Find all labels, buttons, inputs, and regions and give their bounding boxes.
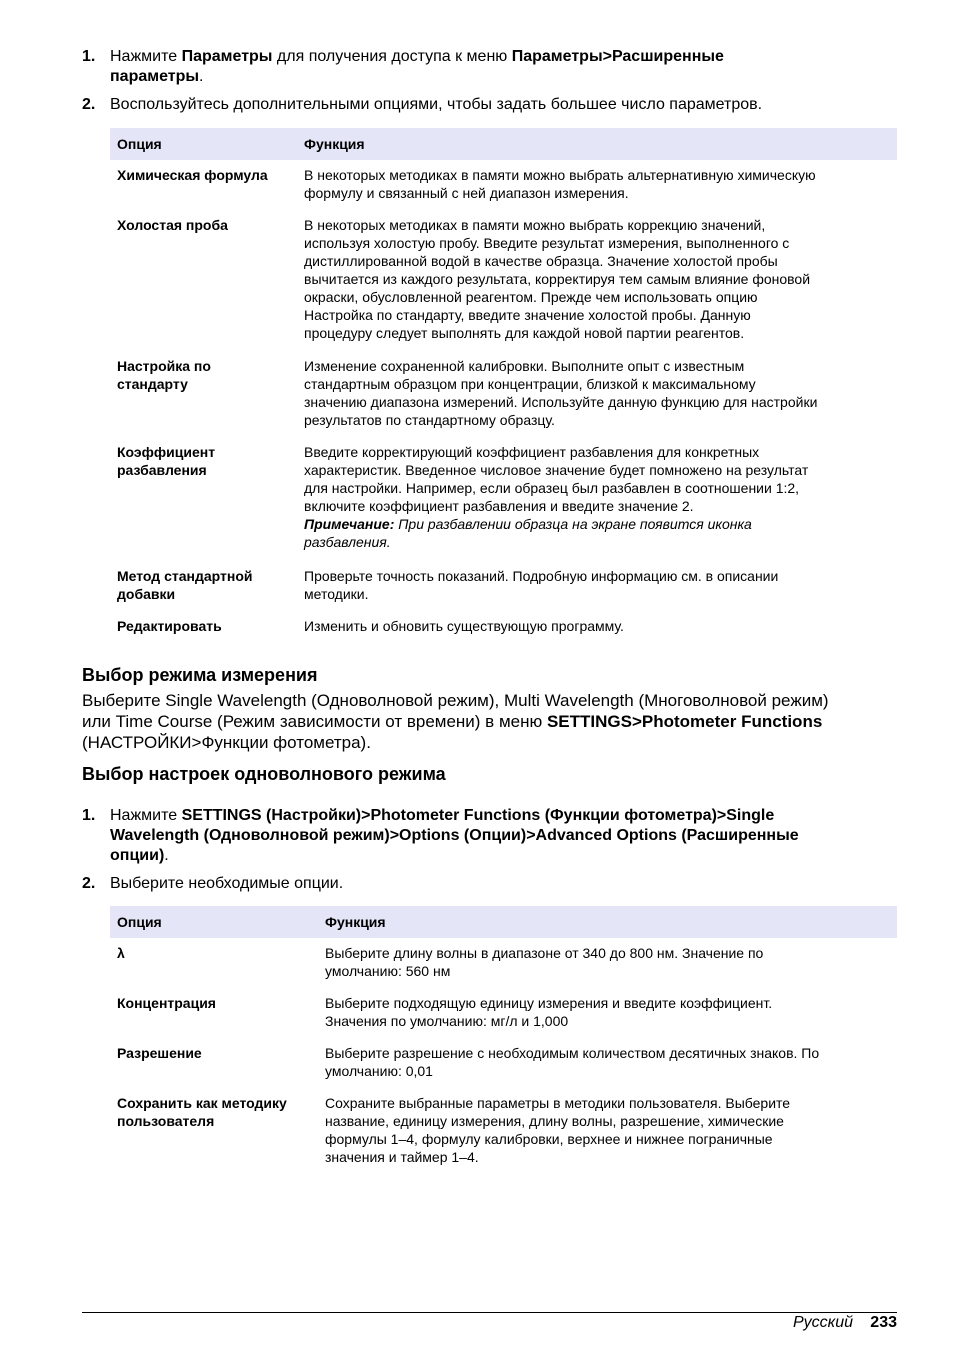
option-name: Коэффициент разбавления: [117, 444, 216, 478]
page-number: 233: [870, 1314, 897, 1331]
option-name: Химическая формула: [117, 167, 268, 183]
table-row: [110, 944, 897, 994]
table-header: [110, 906, 897, 938]
option-function: Проверьте точность показаний. Подробную информацию см. в описании методики.: [304, 568, 779, 602]
step-text: Нажмите SETTINGS (Настройки)>Photometer Functions (Функции фотометра)>Single Wavelength (Одноволновой режим)>Options (Опции)>Advanced Options (Расширенные опции).: [110, 807, 799, 864]
footer-language: Русский: [792, 1314, 853, 1331]
table-row: [110, 216, 897, 357]
step-number: 2.: [82, 96, 96, 113]
option-name: Метод стандартной добавки: [117, 568, 253, 602]
section-paragraph: Выберите Single Wavelength (Одноволновой режим), Multi Wavelength (Многоволновой режим) или Time Course (Режим зависимости от времени) в меню SETTINGS>Photometer Functions (НАСТРОЙКИ>Функции фотометра).: [82, 691, 829, 752]
option-name: Холостая проба: [117, 217, 228, 233]
header-function: Функция: [325, 914, 386, 930]
step-text: Нажмите Параметры для получения доступа к меню Параметры>Расширенные параметры.: [110, 48, 724, 85]
note-label: Примечание:: [304, 516, 395, 532]
step-text: Выберите необходимые опции.: [110, 875, 344, 892]
step-2: [82, 95, 897, 117]
table-row: [110, 443, 897, 567]
option-name: Разрешение: [117, 1045, 202, 1061]
option-function: Изменить и обновить существующую программу.: [304, 618, 624, 634]
option-function: Выберите разрешение с необходимым количеством десятичных знаков. По умолчанию: 0,01: [325, 1045, 820, 1079]
option-function: Введите корректирующий коэффициент разбавления для конкретных характеристик. Введенное числовое значение будет помножено на результат для настройки. Например, если образец был разбавлен в соотношении 1:2, включите коэффициент разбавления и введите значение 2. Примечание: При разбавлении образца на экране появится иконка разбавления.: [304, 444, 809, 550]
option-name: Сохранить как методику пользователя: [117, 1095, 287, 1129]
option-function: Выберите длину волны в диапазоне от 340 до 800 нм. Значение по умолчанию: 560 нм: [325, 945, 764, 979]
options-table-single-wavelength: [110, 906, 897, 1170]
table-row: [110, 567, 897, 617]
option-function: Выберите подходящую единицу измерения и введите коэффициент. Значения по умолчанию: мг/л и 1,000: [325, 995, 773, 1029]
step-2: [82, 874, 897, 896]
table-row: [110, 357, 897, 443]
option-function: В некоторых методиках в памяти можно выбрать альтернативную химическую формулу и связанный с ней диапазон измерения.: [304, 167, 816, 201]
table-header: [110, 128, 897, 160]
option-function: В некоторых методиках в памяти можно выбрать коррекцию значений, используя холостую пробу. Введите результат измерения, выполненного с дистиллированной водой в качестве образца. Значение холостой пробы вычитается из каждого результата, корректируя тем самым влияние фоновой окраски, обусловленной реагентом. Прежде чем использовать опцию Настройка по стандарту, введите значение холостой пробы. Данную процедуру следует выполнять для каждой новой партии реагентов.: [304, 217, 811, 341]
table-row: [110, 617, 897, 639]
table-row: [110, 994, 897, 1044]
option-function: Изменение сохраненной калибровки. Выполните опыт с известным стандартным образцом при концентрации, близкой к максимальному значению диапазона измерений. Используйте данную функцию для настройки результатов по стандартному образцу.: [304, 358, 818, 428]
option-name: Редактировать: [117, 618, 222, 634]
option-name: λ: [117, 945, 125, 961]
header-option: Опция: [117, 914, 162, 930]
step-1: [82, 47, 897, 89]
options-table-advanced: [110, 128, 897, 639]
option-function: Сохраните выбранные параметры в методики пользователя. Выберите название, единицу измерения, длину волны, разрешение, химические формулы 1–4, формулу калибровки, верхнее и нижнее пограничные значения и таймер 1–4.: [325, 1095, 791, 1165]
step-number: 1.: [82, 807, 96, 824]
table-row: [110, 166, 897, 216]
step-text: Воспользуйтесь дополнительными опциями, чтобы задать большее число параметров.: [110, 96, 763, 113]
footer-divider: [82, 1312, 897, 1313]
header-function: Функция: [304, 136, 365, 152]
step-1: [82, 806, 897, 870]
option-name: Концентрация: [117, 995, 216, 1011]
table-row: [110, 1094, 897, 1170]
step-number: 2.: [82, 875, 96, 892]
section-heading-single-wavelength: Выбор настроек одноволнового режима: [82, 764, 446, 784]
header-option: Опция: [117, 136, 162, 152]
step-number: 1.: [82, 48, 96, 65]
section-heading-measurement-mode: Выбор режима измерения: [82, 665, 318, 685]
table-row: [110, 1044, 897, 1094]
option-name: Настройка по стандарту: [117, 358, 211, 392]
